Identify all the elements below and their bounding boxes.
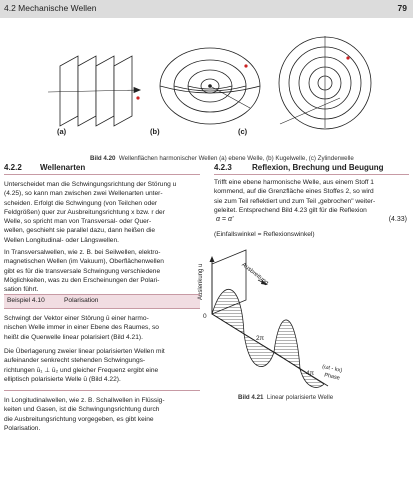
text-line: richtungen ū₁ ⊥ ū₂ und gleicher Frequenz ergibt eine xyxy=(4,366,159,374)
label-zero: 0 xyxy=(203,313,207,320)
section-title-reflexion: Reflexion, Brechung und Beugung xyxy=(252,163,384,172)
running-header-title: 4.2 Mechanische Wellen xyxy=(4,3,97,13)
text-line: gibt es für die transversale Schwingung verschiedene xyxy=(4,267,161,275)
figure-4-21-linear-polarization xyxy=(200,244,340,390)
text-line: Die Überlagerung zweier linear polarisierten Wellen mit xyxy=(4,348,165,355)
text-line: aufeinander senkrecht stehenden Schwingungs- xyxy=(4,357,146,365)
paragraph-example-linear xyxy=(4,314,200,342)
text-line: elliptisch polarisierte Welle ū (Bild 4.22). xyxy=(4,375,121,383)
section-title-wellenarten: Wellenarten xyxy=(40,163,86,172)
figure-4-21-caption-number: Bild 4.21 xyxy=(238,394,264,401)
example-box-header xyxy=(4,294,200,309)
text-line: wellen, geschieht sie parallel dazu, dann heißen die xyxy=(4,227,156,235)
section-number-4-2-3: 4.2.3 xyxy=(214,163,232,172)
text-line: Feldgrößen) quer zur Ausbreitungsrichtung x bzw. r der xyxy=(4,208,165,216)
label-2pi: 2π xyxy=(256,335,265,342)
text-line: kommend, auf die Grenzfläche eines Stoffes 2, so wird xyxy=(214,188,374,196)
label-phase: Phase xyxy=(323,372,341,382)
text-line: nischen Welle immer in einer Ebene des Raumes, so xyxy=(4,324,159,332)
text-line: geleitet. Entsprechend Bild 4.23 gilt für die Reflexion xyxy=(214,206,367,214)
text-line: Welle, so spricht man von Transversal- oder Quer- xyxy=(4,218,152,226)
formula-note: (Einfallswinkel = Reflexionswinkel) xyxy=(214,231,315,238)
paragraph-wellenarten xyxy=(4,180,200,245)
figure-4-20-caption-number: Bild 4.20 xyxy=(90,155,116,162)
page-number: 79 xyxy=(397,3,407,13)
label-phase-expression: (ωt - kx) xyxy=(321,363,343,375)
wave-lobe xyxy=(274,320,300,369)
text-line: keiten und Gasen, ist die Schwingungsrichtung durch xyxy=(4,406,160,414)
plane-wave-illustration xyxy=(48,56,140,126)
paragraph-longitudinalwellen xyxy=(4,396,200,433)
text-line: heißt die Querwelle linear polarisiert (Bild 4.21). xyxy=(4,333,143,341)
figure-label-a: (a) xyxy=(57,127,67,136)
figure-4-20-caption-text: Wellenflächen harmonischer Wellen (a) ebene Welle, (b) Kugelwelle, (c) Zylinderwelle xyxy=(118,155,354,162)
text-line: Trifft eine ebene harmonische Welle, aus einem Stoff 1 xyxy=(214,179,374,186)
equation-number: (4.33) xyxy=(388,216,407,223)
text-line: die Ausbreitungsrichtung vorgegeben, es gibt keine xyxy=(4,415,154,423)
figure-4-20-caption xyxy=(90,155,354,162)
text-line: Wellen Longitudinal- oder Längswellen. xyxy=(4,236,119,244)
text-line: sation führt. xyxy=(4,286,39,294)
figure-4-20-wavefronts xyxy=(40,28,380,136)
figure-4-21-caption xyxy=(238,394,333,401)
text-line: magnetischen Wellen (im Vakuum), Oberflächenwellen xyxy=(4,258,164,266)
example-number: Beispiel 4.10 xyxy=(7,297,45,304)
example-end-rule xyxy=(4,390,200,391)
example-title: Polarisation xyxy=(64,297,99,304)
section-rule-right xyxy=(214,174,409,175)
paragraph-reflexion xyxy=(214,178,409,215)
text-line: (4.25), so kann man zwischen zwei Wellenarten unter- xyxy=(4,190,163,198)
formula-reflection: α = α' xyxy=(216,216,234,223)
figure-label-b: (b) xyxy=(150,127,160,136)
section-number-4-2-2: 4.2.2 xyxy=(4,163,22,172)
section-rule-left xyxy=(4,174,200,175)
text-line: In Longitudinalwellen, wie z. B. Schallwellen in Flüssig- xyxy=(4,397,165,404)
text-line: sie zum Teil reflektiert und zum Teil „gebrochen" weiter- xyxy=(214,197,376,205)
text-line: Schwingt der Vektor einer Störung ū einer harmo- xyxy=(4,315,149,322)
label-ausbreitung: Ausbreitung xyxy=(240,262,270,287)
wave-lobe xyxy=(212,289,244,334)
text-line: Möglichkeiten, was zu den Erscheinungen der Polari- xyxy=(4,276,160,284)
figure-label-c: (c) xyxy=(238,127,248,136)
paragraph-transversalwellen xyxy=(4,248,200,294)
spherical-wave-illustration xyxy=(160,48,260,124)
label-4pi: 4π xyxy=(306,370,315,377)
text-line: Polarisation. xyxy=(4,424,41,432)
text-line: In Transversalwellen, wie z. B. bei Seilwellen, elektro- xyxy=(4,249,161,256)
label-auslenkung-u: Auslenkung u xyxy=(198,263,204,300)
text-line: scheiden. Erfolgt die Schwingung (von Teilchen oder xyxy=(4,199,158,207)
figure-4-21-caption-text: Linear polarisierte Welle xyxy=(266,394,334,401)
text-line: Unterscheidet man die Schwingungsrichtung der Störung u xyxy=(4,181,177,188)
cylindrical-wave-illustration xyxy=(279,36,371,129)
paragraph-example-elliptic xyxy=(4,347,200,384)
